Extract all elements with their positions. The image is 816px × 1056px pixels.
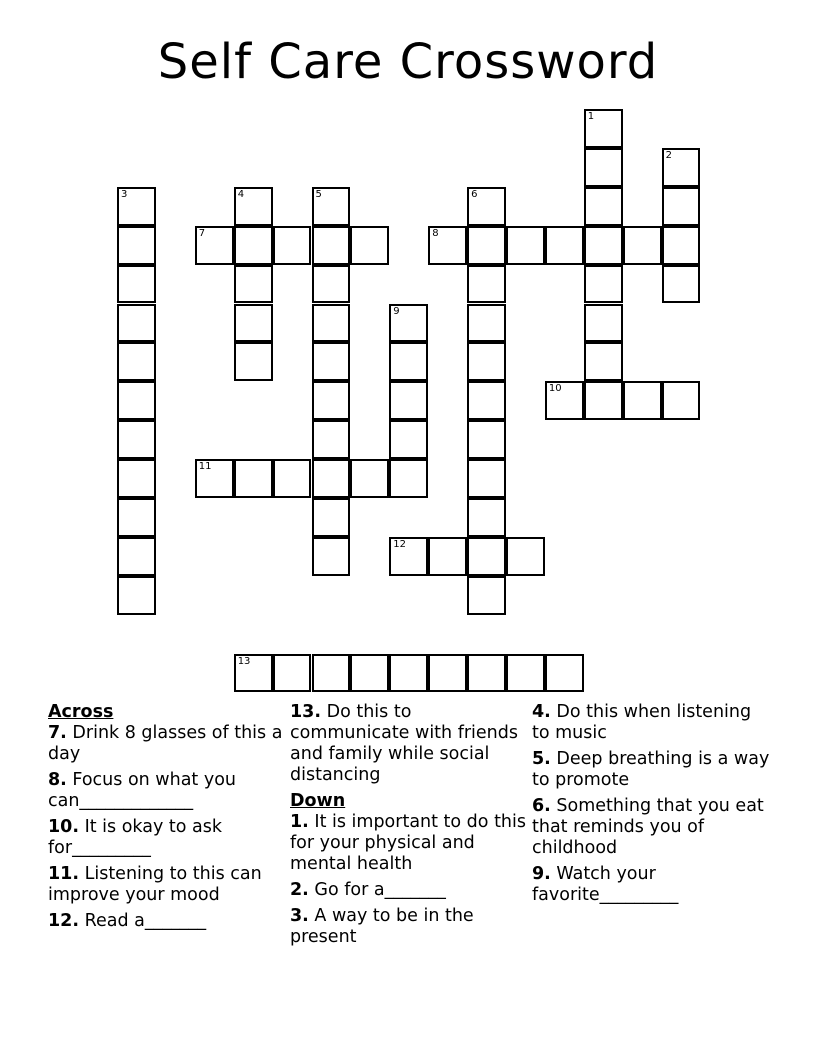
- clue-down-2: 2. Go for a_______: [290, 880, 446, 900]
- grid-cell[interactable]: [312, 226, 351, 265]
- clue-down-1: 1. It is important to do this for your physical and mental health: [290, 812, 526, 874]
- grid-cell[interactable]: [234, 265, 273, 304]
- clue-number: 10: [548, 383, 562, 395]
- across-header: Across: [48, 702, 114, 722]
- grid-cell[interactable]: [273, 226, 312, 265]
- grid-cell[interactable]: [234, 187, 273, 226]
- clue-number: 4: [237, 188, 245, 200]
- clue-across-13: 13. Do this to communicate with friends and family while social distancing: [290, 702, 518, 785]
- grid-cell[interactable]: [350, 459, 389, 498]
- grid-cell[interactable]: [506, 654, 545, 693]
- clue-column-2: [290, 702, 528, 953]
- grid-cell[interactable]: [234, 304, 273, 343]
- clue-number: 1: [587, 111, 595, 122]
- grid-cell[interactable]: [662, 226, 701, 265]
- grid-cell[interactable]: [467, 498, 506, 537]
- grid-cell[interactable]: [195, 459, 234, 498]
- clue-number: 11: [198, 461, 212, 473]
- grid-cell[interactable]: [506, 537, 545, 576]
- grid-cell[interactable]: [584, 265, 623, 304]
- grid-cell[interactable]: [312, 342, 351, 381]
- clue-across-10: 10. It is okay to ask for_________: [48, 817, 223, 858]
- grid-cell[interactable]: [623, 381, 662, 420]
- grid-cell[interactable]: [117, 381, 156, 420]
- clue-down-9: 9. Watch your favorite_________: [532, 864, 679, 905]
- grid-cell[interactable]: [312, 304, 351, 343]
- grid-cell[interactable]: [350, 226, 389, 265]
- grid-cell[interactable]: [234, 342, 273, 381]
- grid-cell[interactable]: [467, 342, 506, 381]
- grid-cell[interactable]: [584, 342, 623, 381]
- grid-cell[interactable]: [428, 654, 467, 693]
- grid-cell[interactable]: [584, 226, 623, 265]
- grid-cell[interactable]: [389, 381, 428, 420]
- grid-cell[interactable]: [467, 265, 506, 304]
- grid-cell[interactable]: [389, 304, 428, 343]
- clue-down-5: 5. Deep breathing is a way to promote: [532, 749, 770, 790]
- grid-cell[interactable]: [584, 187, 623, 226]
- clue-number: 2: [665, 149, 672, 161]
- grid-cell[interactable]: [545, 654, 584, 693]
- grid-cell[interactable]: [117, 576, 156, 615]
- grid-cell[interactable]: [234, 459, 273, 498]
- grid-cell[interactable]: [312, 537, 351, 576]
- grid-cell[interactable]: [389, 537, 428, 576]
- grid-cell[interactable]: [467, 304, 506, 343]
- grid-cell[interactable]: [312, 459, 351, 498]
- grid-cell[interactable]: [467, 226, 506, 265]
- grid-cell[interactable]: [312, 187, 351, 226]
- grid-cell[interactable]: [623, 226, 662, 265]
- grid-cell[interactable]: [584, 148, 623, 187]
- grid-cell[interactable]: [312, 381, 351, 420]
- grid-cell[interactable]: [467, 459, 506, 498]
- grid-cell[interactable]: [117, 187, 156, 226]
- grid-cell[interactable]: [428, 537, 467, 576]
- clue-number: 9: [393, 305, 400, 317]
- clue-down-3: 3. A way to be in the present: [290, 906, 474, 947]
- down-header: Down: [290, 791, 346, 811]
- clue-number: 5: [315, 188, 322, 200]
- grid-cell[interactable]: [234, 654, 273, 693]
- grid-cell[interactable]: [662, 265, 701, 304]
- clue-across-8: 8. Focus on what you can_____________: [48, 770, 237, 811]
- grid-cell[interactable]: [117, 459, 156, 498]
- grid-cell[interactable]: [117, 342, 156, 381]
- clue-number: 6: [471, 188, 478, 200]
- grid-cell[interactable]: [312, 498, 351, 537]
- grid-cell[interactable]: [506, 226, 545, 265]
- page-title: Self Care Crossword: [157, 34, 659, 90]
- clue-column-3: [532, 702, 772, 911]
- grid-cell[interactable]: [545, 381, 584, 420]
- grid-cell[interactable]: [467, 420, 506, 459]
- grid-cell[interactable]: [389, 420, 428, 459]
- grid-cell[interactable]: [350, 654, 389, 693]
- grid-cell[interactable]: [389, 342, 428, 381]
- grid-cell[interactable]: [117, 498, 156, 537]
- grid-cell[interactable]: [662, 187, 701, 226]
- clue-across-7: 7. Drink 8 glasses of this a day: [48, 723, 283, 764]
- clue-down-4: 4. Do this when listening to music: [532, 702, 752, 743]
- grid-cell[interactable]: [545, 226, 584, 265]
- grid-cell[interactable]: [584, 381, 623, 420]
- grid-cell[interactable]: [389, 654, 428, 693]
- grid-cell[interactable]: [467, 381, 506, 420]
- grid-cell[interactable]: [662, 381, 701, 420]
- grid-cell[interactable]: [117, 226, 156, 265]
- grid-cell[interactable]: [428, 226, 467, 265]
- grid-cell[interactable]: [584, 304, 623, 343]
- clue-number: 7: [198, 227, 206, 239]
- grid-cell[interactable]: [234, 226, 273, 265]
- grid-cell[interactable]: [273, 654, 312, 693]
- grid-cell[interactable]: [467, 654, 506, 693]
- clue-number: 8: [432, 227, 439, 239]
- grid-cell[interactable]: [312, 265, 351, 304]
- grid-cell[interactable]: [312, 654, 351, 693]
- grid-cell[interactable]: [117, 537, 156, 576]
- grid-cell[interactable]: [273, 459, 312, 498]
- clue-column-1: [48, 702, 283, 937]
- clue-number: 3: [121, 188, 128, 200]
- clue-number: 13: [237, 655, 251, 667]
- grid-cell[interactable]: [467, 576, 506, 615]
- grid-cell[interactable]: [662, 148, 701, 187]
- clue-across-12: 12. Read a_______: [48, 911, 207, 931]
- grid-cell[interactable]: [584, 109, 623, 148]
- grid-cell[interactable]: [195, 226, 234, 265]
- grid-cell[interactable]: [117, 420, 156, 459]
- grid-cell[interactable]: [312, 420, 351, 459]
- grid-cell[interactable]: [467, 537, 506, 576]
- grid-cell[interactable]: [389, 459, 428, 498]
- grid-cell[interactable]: [117, 304, 156, 343]
- grid-cell[interactable]: [117, 265, 156, 304]
- clue-number: 12: [393, 538, 407, 550]
- clue-down-6: 6. Something that you eat that reminds you of childhood: [532, 796, 764, 858]
- grid-cell[interactable]: [467, 187, 506, 226]
- clue-across-11: 11. Listening to this can improve your mood: [48, 864, 262, 905]
